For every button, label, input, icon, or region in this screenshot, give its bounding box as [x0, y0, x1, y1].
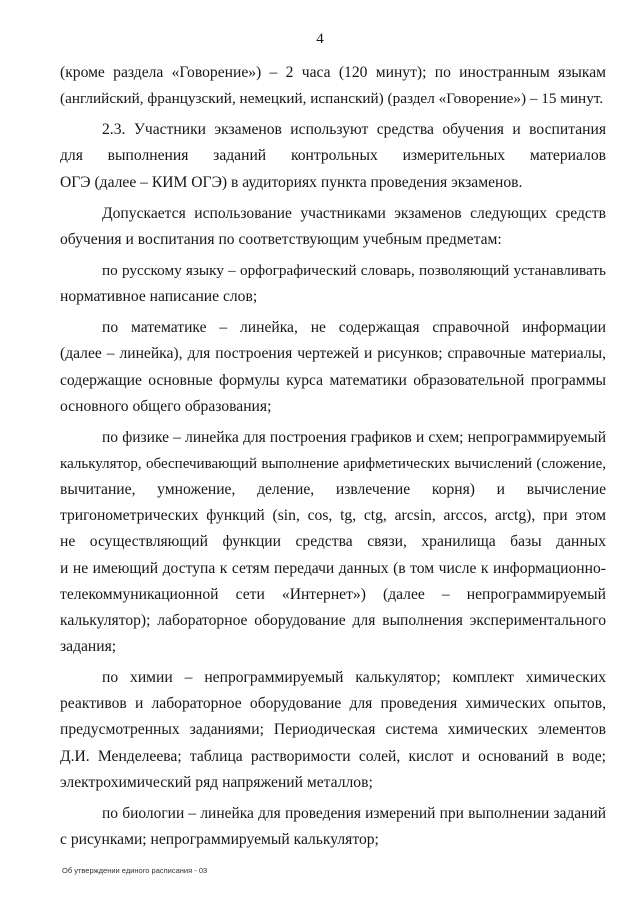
text-line: по математике – линейка, не содержащая справочной информации	[102, 319, 606, 337]
text-line: (английский, французский, немецкий, испанский) (раздел «Говорение») – 15 минут.	[60, 90, 604, 108]
page-number: 4	[316, 31, 324, 47]
text-line: по физике – линейка для построения графиков и схем; непрограммируемый	[102, 428, 606, 446]
text-line: вычитание, умножение, деление, извлечение корня) и вычисление	[60, 481, 606, 499]
text-line: Д.И. Менделеева; таблица растворимости солей, кислот и оснований в воде;	[60, 747, 606, 765]
text-line: с рисунками; непрограммируемый калькулятор;	[60, 830, 379, 848]
text-line: (кроме раздела «Говорение») – 2 часа (120 минут); по иностранным языкам	[60, 64, 606, 81]
text-line: по химии – непрограммируемый калькулятор; комплект химических	[102, 669, 606, 687]
text-line: для выполнения заданий контрольных измерительных материалов	[60, 147, 606, 165]
text-line: по биологии – линейка для проведения измерений при выполнении заданий	[102, 804, 606, 822]
text-line: ОГЭ (далее – КИМ ОГЭ) в аудиториях пункта проведения экзаменов.	[60, 173, 523, 191]
text-line: и не имеющий доступа к сетям передачи данных (в том числе к информационно-	[60, 559, 606, 577]
text-line: тригонометрических функций (sin, cos, tg, ctg, arcsin, arccos, arctg), при этом	[60, 507, 606, 525]
text-line: предусмотренных заданиями; Периодическая система химических элементов	[60, 721, 606, 739]
text-line: обучения и воспитания по соответствующим учебным предметам:	[60, 230, 502, 248]
text-line: нормативное написание слов;	[60, 288, 258, 306]
text-line: задания;	[60, 637, 117, 655]
text-line: (далее – линейка), для построения чертежей и рисунков; справочные материалы,	[60, 345, 606, 363]
text-line: Допускается использование участниками экзаменов следующих средств	[102, 204, 606, 222]
text-line: калькулятор); лабораторное оборудование для выполнения экспериментального	[60, 611, 606, 629]
text-line: не осуществляющий функции средства связи, хранилища базы данных	[60, 533, 606, 551]
text-line: калькулятор, обеспечивающий выполнение арифметических вычислений (сложение,	[60, 455, 606, 472]
text-line: электрохимический ряд напряжений металлов;	[60, 773, 373, 791]
page-footer: Об утверждении единого расписания - 03	[62, 866, 208, 875]
text-line: реактивов и лабораторное оборудование для проведения химических опытов,	[60, 695, 606, 713]
document-body	[60, 60, 606, 853]
text-line: по русскому языку – орфографический словарь, позволяющий устанавливать	[102, 261, 606, 279]
text-line: основного общего образования;	[60, 397, 272, 415]
text-line: содержащие основные формулы курса математики образовательной программы	[60, 371, 606, 389]
text-line: телекоммуникационной сети «Интернет») (далее – непрограммируемый	[60, 585, 606, 603]
text-line: 2.3. Участники экзаменов используют средства обучения и воспитания	[102, 121, 606, 139]
